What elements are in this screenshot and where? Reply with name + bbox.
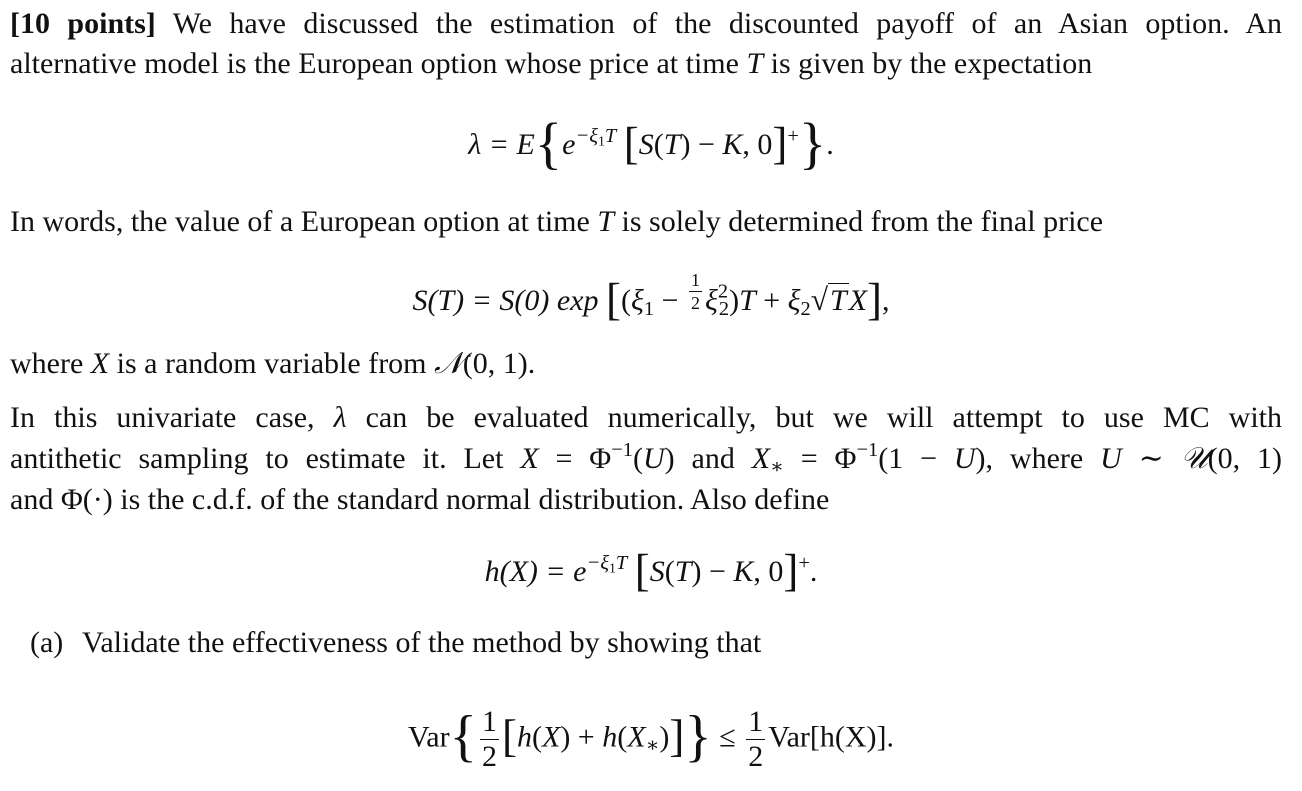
univariate-text-2b: and xyxy=(691,442,735,475)
intro-paragraph xyxy=(10,4,1282,44)
eq4-rhs: Var[h(X)]. xyxy=(768,720,895,754)
equation-lambda: $\lambda = E\{e^{-\xi_1T}$ [S(T) − K, 0]+}. xyxy=(468,112,834,176)
intro-paragraph-line2 xyxy=(10,44,1282,84)
equation-h: $h(X) = e^{-\xi_1T}$ [S(T) − K, 0]+. xyxy=(484,545,818,596)
part-a-label: (a) xyxy=(30,626,64,659)
words-text-b: is solely determined from the final price xyxy=(621,205,1104,238)
words-text-a: In words, the value of a European option at time xyxy=(10,205,590,238)
univariate-text-3: is the c.d.f. of the standard normal distribution. Also define xyxy=(120,483,830,516)
symbol-lambda: λ xyxy=(333,401,347,434)
normal-symbol: 𝒩 xyxy=(434,347,463,380)
phi-symbol: Φ(·) xyxy=(60,483,113,516)
where-text-b: is a random variable from xyxy=(116,347,427,380)
symbol-T: T xyxy=(746,47,764,80)
intro-text-2b: is given by the expectation xyxy=(770,47,1093,80)
univariate-text-2c: where xyxy=(1009,442,1084,475)
points-label: [10 points] xyxy=(10,7,156,40)
equation-variance: Var{ $\frac{1}{2}$ $[h(X) + h(X_∗)]$} ≤ $\frac{1}{2}$ Var[h(X)]. xyxy=(407,704,895,773)
univariate-text-2a: antithetic sampling to estimate it. Let xyxy=(10,442,504,475)
univariate-paragraph-line2: antithetic sampling to estimate it. Let $X = \Phi^{-1}(U)$ and $X_∗ = \Phi^{-1}(1 - U)$, where U ∼ 𝒰(0, 1) xyxy=(10,438,1283,479)
part-a-text: Validate the effectiveness of the method by showing that xyxy=(82,626,762,659)
symbol-X: X xyxy=(90,347,110,380)
univariate-paragraph-line1 xyxy=(10,398,1282,438)
where-paragraph xyxy=(10,344,1282,384)
intro-text-2a: alternative model is the European option whose price at time xyxy=(10,47,739,80)
eq4-lhs: Var xyxy=(407,720,450,754)
symbol-T-2: T xyxy=(597,205,615,238)
eq3-lhs: h(X) = e xyxy=(484,555,587,588)
intro-text-1: We have discussed the estimation of the discounted payoff of an Asian option. An xyxy=(172,7,1283,40)
part-a xyxy=(30,623,761,663)
eq2-lhs: S(T) = S(0) exp xyxy=(412,283,599,317)
eq1-lhs: λ = E xyxy=(468,128,535,161)
equation-final-price: S(T) = S(0) $\exp [(\xi_1$ − $\frac{1}{2}$ $\xi^2_2)T + \xi_2√TX$], xyxy=(412,270,890,325)
where-text-c: (0, 1). xyxy=(462,347,536,380)
where-text-a: where xyxy=(10,347,84,380)
univariate-text-1b: can be evaluated numerically, but we will attempt to use MC with xyxy=(365,401,1283,434)
words-paragraph xyxy=(10,202,1282,242)
univariate-text-1a: In this univariate case, xyxy=(10,401,315,434)
univariate-paragraph-line3: and Φ(·) is the c.d.f. of the standard normal distribution. Also define xyxy=(10,483,830,516)
uniform-symbol: 𝒰 xyxy=(1180,442,1208,475)
